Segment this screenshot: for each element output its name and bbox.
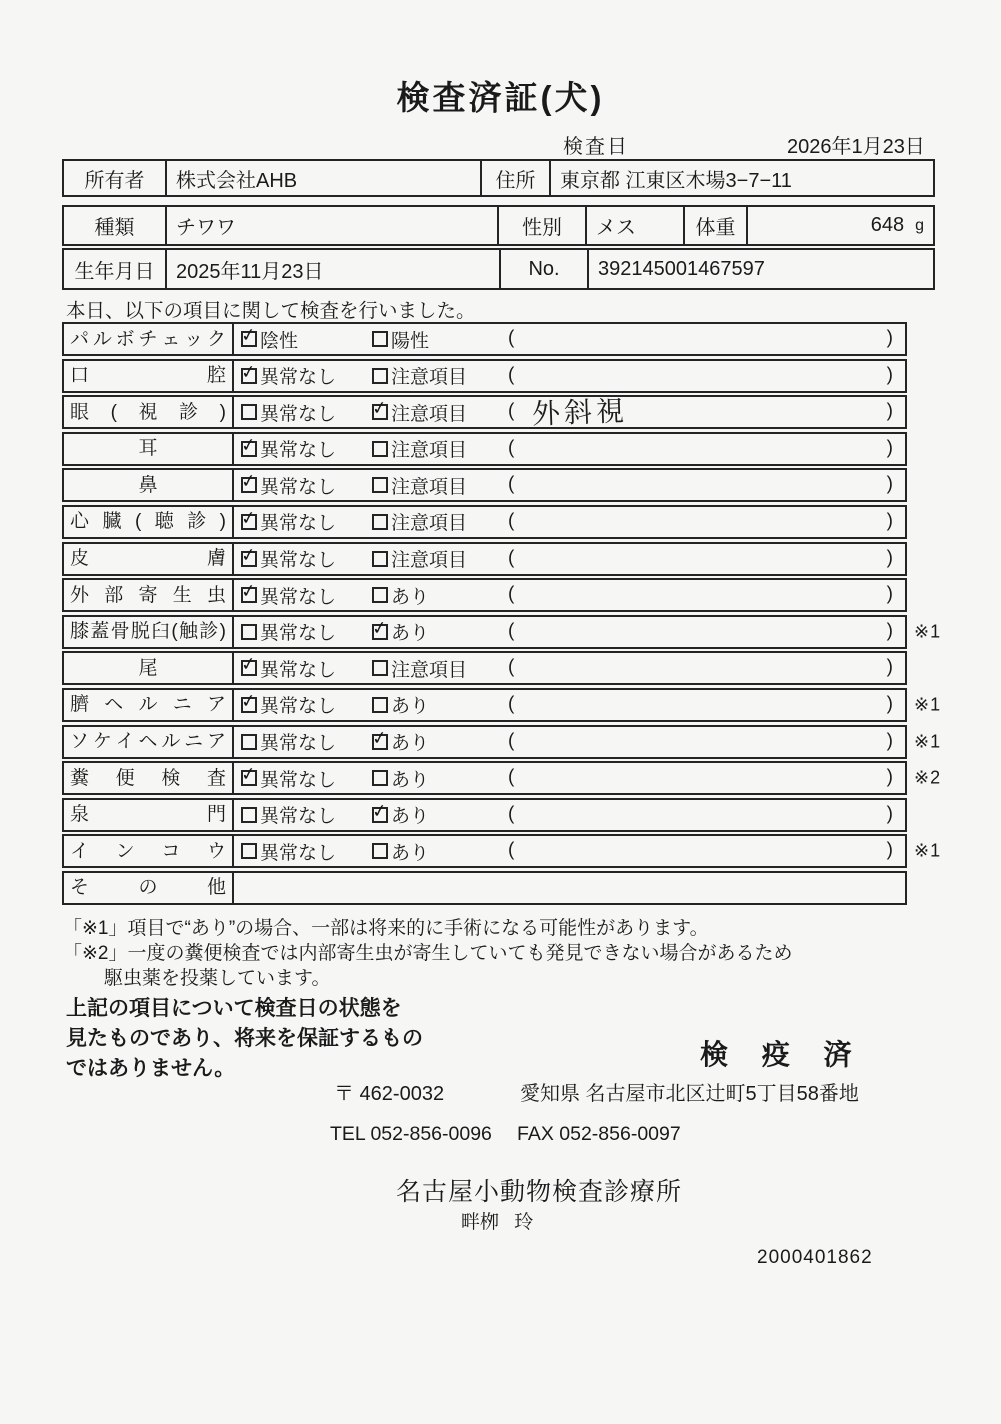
exam-item-label: 眼 ( 視 診 )	[64, 397, 234, 427]
checkbox-checked-icon	[241, 587, 257, 603]
checkbox-empty-icon	[241, 807, 257, 823]
address-label: 住所	[480, 161, 549, 195]
exam-row	[62, 322, 907, 356]
exam-row-content	[234, 580, 905, 610]
exam-option	[372, 763, 429, 793]
exam-option	[372, 324, 429, 354]
exam-option	[372, 836, 429, 866]
clinic-postal-code: 〒 462-0032	[334, 1083, 445, 1105]
open-paren: (	[508, 473, 515, 495]
exam-row	[62, 688, 942, 722]
birth-label: 生年月日	[74, 260, 155, 283]
checkbox-checked-icon	[241, 477, 257, 493]
exam-option-label: 異常なし	[260, 403, 337, 425]
disclaimer-line: ではありません。	[66, 1057, 236, 1080]
exam-option	[241, 361, 336, 391]
exam-option	[372, 653, 467, 683]
exam-row	[62, 359, 907, 393]
exam-item-label: 皮 膚	[64, 544, 234, 574]
exam-option-label: 異常なし	[260, 806, 337, 828]
close-paren: )	[886, 473, 893, 495]
page-title: 検査済証(犬)	[396, 79, 605, 116]
exam-row	[62, 798, 907, 832]
exam-option	[241, 690, 336, 720]
owner-table	[62, 159, 935, 197]
exam-option-label: 注意項目	[391, 513, 468, 535]
exam-option-label: 異常なし	[260, 586, 337, 608]
exam-row	[62, 542, 907, 576]
exam-item-label: 膝 蓋 骨 脱 臼 ( 触 診 )	[64, 617, 234, 647]
checkbox-empty-icon	[372, 368, 388, 384]
open-paren: (	[508, 693, 515, 715]
checkbox-empty-icon	[241, 843, 257, 859]
exam-option	[372, 397, 467, 427]
serial-number: 2000401862	[757, 1247, 873, 1268]
exam-option	[241, 727, 336, 757]
checkbox-empty-icon	[241, 734, 257, 750]
checkbox-checked-icon	[241, 697, 257, 713]
checkbox-empty-icon	[372, 441, 388, 457]
pet-info-row-1	[62, 205, 935, 246]
intro-text: 本日、以下の項目に関して検査を行いました。	[66, 300, 476, 322]
open-paren: (	[508, 730, 515, 752]
open-paren: (	[508, 620, 515, 642]
close-paren: )	[886, 364, 893, 386]
exam-row	[62, 395, 907, 429]
checkbox-checked-icon	[372, 404, 388, 420]
exam-row-content	[234, 361, 905, 391]
open-paren: (	[508, 327, 515, 349]
exam-item-label: 心 臓 ( 聴 診 )	[64, 507, 234, 537]
exam-option	[372, 580, 429, 610]
exam-option-label: 注意項目	[391, 476, 468, 498]
exam-option-label: 異常なし	[260, 623, 337, 645]
exam-option	[241, 470, 336, 500]
exam-row	[62, 505, 907, 539]
exam-option	[241, 800, 336, 830]
exam-item-label: 鼻	[64, 470, 234, 500]
clinic-address: 愛知県 名古屋市北区辻町5丁目58番地	[520, 1083, 859, 1105]
exam-row-content	[234, 394, 905, 431]
exam-option-label: 異常なし	[260, 513, 337, 535]
open-paren: (	[508, 583, 515, 605]
reference-mark: ※1	[914, 731, 942, 752]
exam-option-label: 注意項目	[391, 367, 468, 389]
exam-option	[241, 763, 336, 793]
close-paren: )	[886, 327, 893, 349]
exam-option-label: あり	[391, 842, 430, 864]
checkbox-empty-icon	[372, 331, 388, 347]
exam-option	[241, 617, 336, 647]
sex-value: メス	[585, 207, 683, 244]
exam-date-label: 検査日	[563, 136, 629, 158]
checkbox-empty-icon	[372, 660, 388, 676]
no-value: 392145001467597	[587, 250, 933, 288]
exam-option-label: あり	[391, 733, 430, 755]
exam-option-label: 異常なし	[260, 769, 337, 791]
reference-mark: ※1	[914, 694, 942, 715]
exam-option-label: あり	[391, 623, 430, 645]
exam-row-content	[234, 800, 905, 830]
exam-item-label: そ の 他	[64, 873, 234, 903]
owner-value: 株式会社AHB	[165, 161, 480, 195]
exam-date-value: 2026年1月23日	[787, 136, 925, 158]
checkbox-empty-icon	[372, 697, 388, 713]
exam-row	[62, 651, 907, 685]
clinic-tel: TEL 052-856-0096	[330, 1123, 492, 1145]
checkbox-empty-icon	[372, 587, 388, 603]
exam-row-content	[234, 324, 905, 354]
exam-row	[62, 615, 942, 649]
exam-row-content	[234, 836, 905, 866]
exam-option	[372, 434, 467, 464]
checkbox-empty-icon	[372, 477, 388, 493]
exam-item-label: 耳	[64, 434, 234, 464]
exam-option	[241, 544, 336, 574]
exam-row	[62, 725, 942, 759]
clinic-fax: FAX 052-856-0097	[517, 1123, 681, 1145]
exam-option-label: 異常なし	[260, 550, 337, 572]
exam-row-content	[234, 434, 905, 464]
exam-item-label: イ ン コ ウ	[64, 836, 234, 866]
exam-option-label: 注意項目	[391, 403, 468, 425]
open-paren: (	[508, 400, 515, 422]
exam-option-label: 異常なし	[260, 696, 337, 718]
exam-option	[372, 800, 429, 830]
exam-item-label: 尾	[64, 653, 234, 683]
checkbox-checked-icon	[241, 514, 257, 530]
exam-option-label: 注意項目	[391, 659, 468, 681]
close-paren: )	[886, 730, 893, 752]
checkbox-empty-icon	[372, 770, 388, 786]
footnote-2: 「※2」一度の糞便検査では内部寄生虫が寄生していても発見できない場合があるため	[63, 943, 793, 964]
weight-value-cell	[746, 207, 933, 244]
open-paren: (	[508, 803, 515, 825]
open-paren: (	[508, 766, 515, 788]
birth-value: 2025年11月23日	[165, 250, 499, 288]
exam-option	[372, 690, 429, 720]
close-paren: )	[886, 839, 893, 861]
open-paren: (	[508, 656, 515, 678]
disclaimer-line: 上記の項目について検査日の状態を	[66, 997, 402, 1020]
exam-option	[241, 507, 336, 537]
exam-row	[62, 871, 907, 905]
open-paren: (	[508, 547, 515, 569]
exam-row-content	[234, 617, 905, 647]
clinic-name: 名古屋小動物検査診療所	[396, 1178, 683, 1206]
checkbox-checked-icon	[241, 331, 257, 347]
close-paren: )	[886, 583, 893, 605]
exam-option-label: 異常なし	[260, 476, 337, 498]
checkbox-checked-icon	[241, 551, 257, 567]
breed-value: チワワ	[165, 207, 497, 244]
sex-label: 性別	[497, 207, 585, 244]
exam-option-label: 注意項目	[391, 440, 468, 462]
exam-option	[372, 507, 467, 537]
exam-row	[62, 834, 942, 868]
pet-info-row-2	[62, 248, 935, 290]
close-paren: )	[886, 400, 893, 422]
exam-option	[241, 836, 336, 866]
close-paren: )	[886, 656, 893, 678]
exam-option-label: 陽性	[391, 330, 430, 352]
exam-option-label: 異常なし	[260, 659, 337, 681]
checkbox-empty-icon	[372, 514, 388, 530]
exam-row	[62, 468, 907, 502]
disclaimer-text	[66, 994, 423, 1084]
exam-item-label: 口 腔	[64, 361, 234, 391]
reference-mark: ※1	[914, 840, 942, 861]
exam-option-label: 異常なし	[260, 367, 337, 389]
exam-option	[241, 397, 336, 427]
address-value: 東京都 江東区木場3−7−11	[549, 161, 933, 195]
exam-item-label: パ ル ボ チ ェ ッ ク	[64, 324, 234, 354]
handwritten-note: 外斜視	[531, 394, 629, 431]
exam-option	[241, 653, 336, 683]
no-label: No.	[499, 250, 587, 288]
weight-unit: g	[915, 216, 924, 234]
checkbox-checked-icon	[241, 368, 257, 384]
breed-label: 種類	[94, 217, 135, 239]
footnote-2-continued: 駆虫薬を投薬しています。	[104, 968, 331, 989]
checkbox-empty-icon	[241, 404, 257, 420]
exam-option	[241, 434, 336, 464]
checkbox-empty-icon	[372, 551, 388, 567]
exam-option-label: あり	[391, 696, 430, 718]
exam-option-label: あり	[391, 769, 430, 791]
close-paren: )	[886, 693, 893, 715]
exam-option	[241, 324, 298, 354]
exam-row-content	[234, 470, 905, 500]
exam-item-label: ソ ケ イ ヘ ル ニ ア	[64, 727, 234, 757]
exam-item-label: 外 部 寄 生 虫	[64, 580, 234, 610]
close-paren: )	[886, 510, 893, 532]
disclaimer-line: 見たものであり、将来を保証するもの	[66, 1027, 423, 1050]
close-paren: )	[886, 766, 893, 788]
exam-option	[372, 470, 467, 500]
exam-option	[372, 617, 429, 647]
open-paren: (	[508, 364, 515, 386]
close-paren: )	[886, 437, 893, 459]
exam-option-label: 注意項目	[391, 550, 468, 572]
exam-option-label: あり	[391, 806, 430, 828]
reference-mark: ※2	[914, 767, 942, 788]
open-paren: (	[508, 437, 515, 459]
exam-option	[241, 580, 336, 610]
close-paren: )	[886, 620, 893, 642]
weight-label: 体重	[683, 207, 746, 244]
footnote-1: 「※1」項目で“あり”の場合、一部は将来的に手術になる可能性があります。	[63, 918, 709, 939]
exam-option-label: 異常なし	[260, 733, 337, 755]
exam-row-content	[234, 763, 905, 793]
checkbox-empty-icon	[372, 843, 388, 859]
exam-option-label: あり	[391, 586, 430, 608]
close-paren: )	[886, 547, 893, 569]
close-paren: )	[886, 803, 893, 825]
exam-row-content	[234, 544, 905, 574]
exam-row-content	[234, 653, 905, 683]
exam-row	[62, 761, 942, 795]
quarantine-passed-stamp: 検 疫 済	[700, 1039, 865, 1070]
exam-option-label: 異常なし	[260, 440, 337, 462]
checkbox-empty-icon	[241, 624, 257, 640]
exam-row-content	[234, 873, 905, 903]
exam-option-label: 陰性	[260, 330, 299, 352]
exam-item-label: 泉 門	[64, 800, 234, 830]
exam-table	[62, 322, 942, 908]
checkbox-checked-icon	[372, 807, 388, 823]
checkbox-checked-icon	[241, 770, 257, 786]
exam-row-content	[234, 727, 905, 757]
exam-option	[372, 361, 467, 391]
checkbox-checked-icon	[241, 441, 257, 457]
examiner-name: 畔栁 玲	[461, 1212, 534, 1233]
exam-row	[62, 578, 907, 612]
checkbox-checked-icon	[372, 734, 388, 750]
reference-mark: ※1	[914, 621, 942, 642]
exam-option-label: 異常なし	[260, 842, 337, 864]
exam-item-label: 臍 ヘ ル ニ ア	[64, 690, 234, 720]
weight-value: 648	[870, 214, 905, 236]
exam-row	[62, 432, 907, 466]
checkbox-checked-icon	[372, 624, 388, 640]
exam-row-content	[234, 507, 905, 537]
checkbox-checked-icon	[241, 660, 257, 676]
exam-option	[372, 727, 429, 757]
exam-item-label: 糞 便 検 査	[64, 763, 234, 793]
exam-option	[372, 544, 467, 574]
open-paren: (	[508, 510, 515, 532]
exam-row-content	[234, 690, 905, 720]
open-paren: (	[508, 839, 515, 861]
owner-label: 所有者	[84, 169, 145, 192]
